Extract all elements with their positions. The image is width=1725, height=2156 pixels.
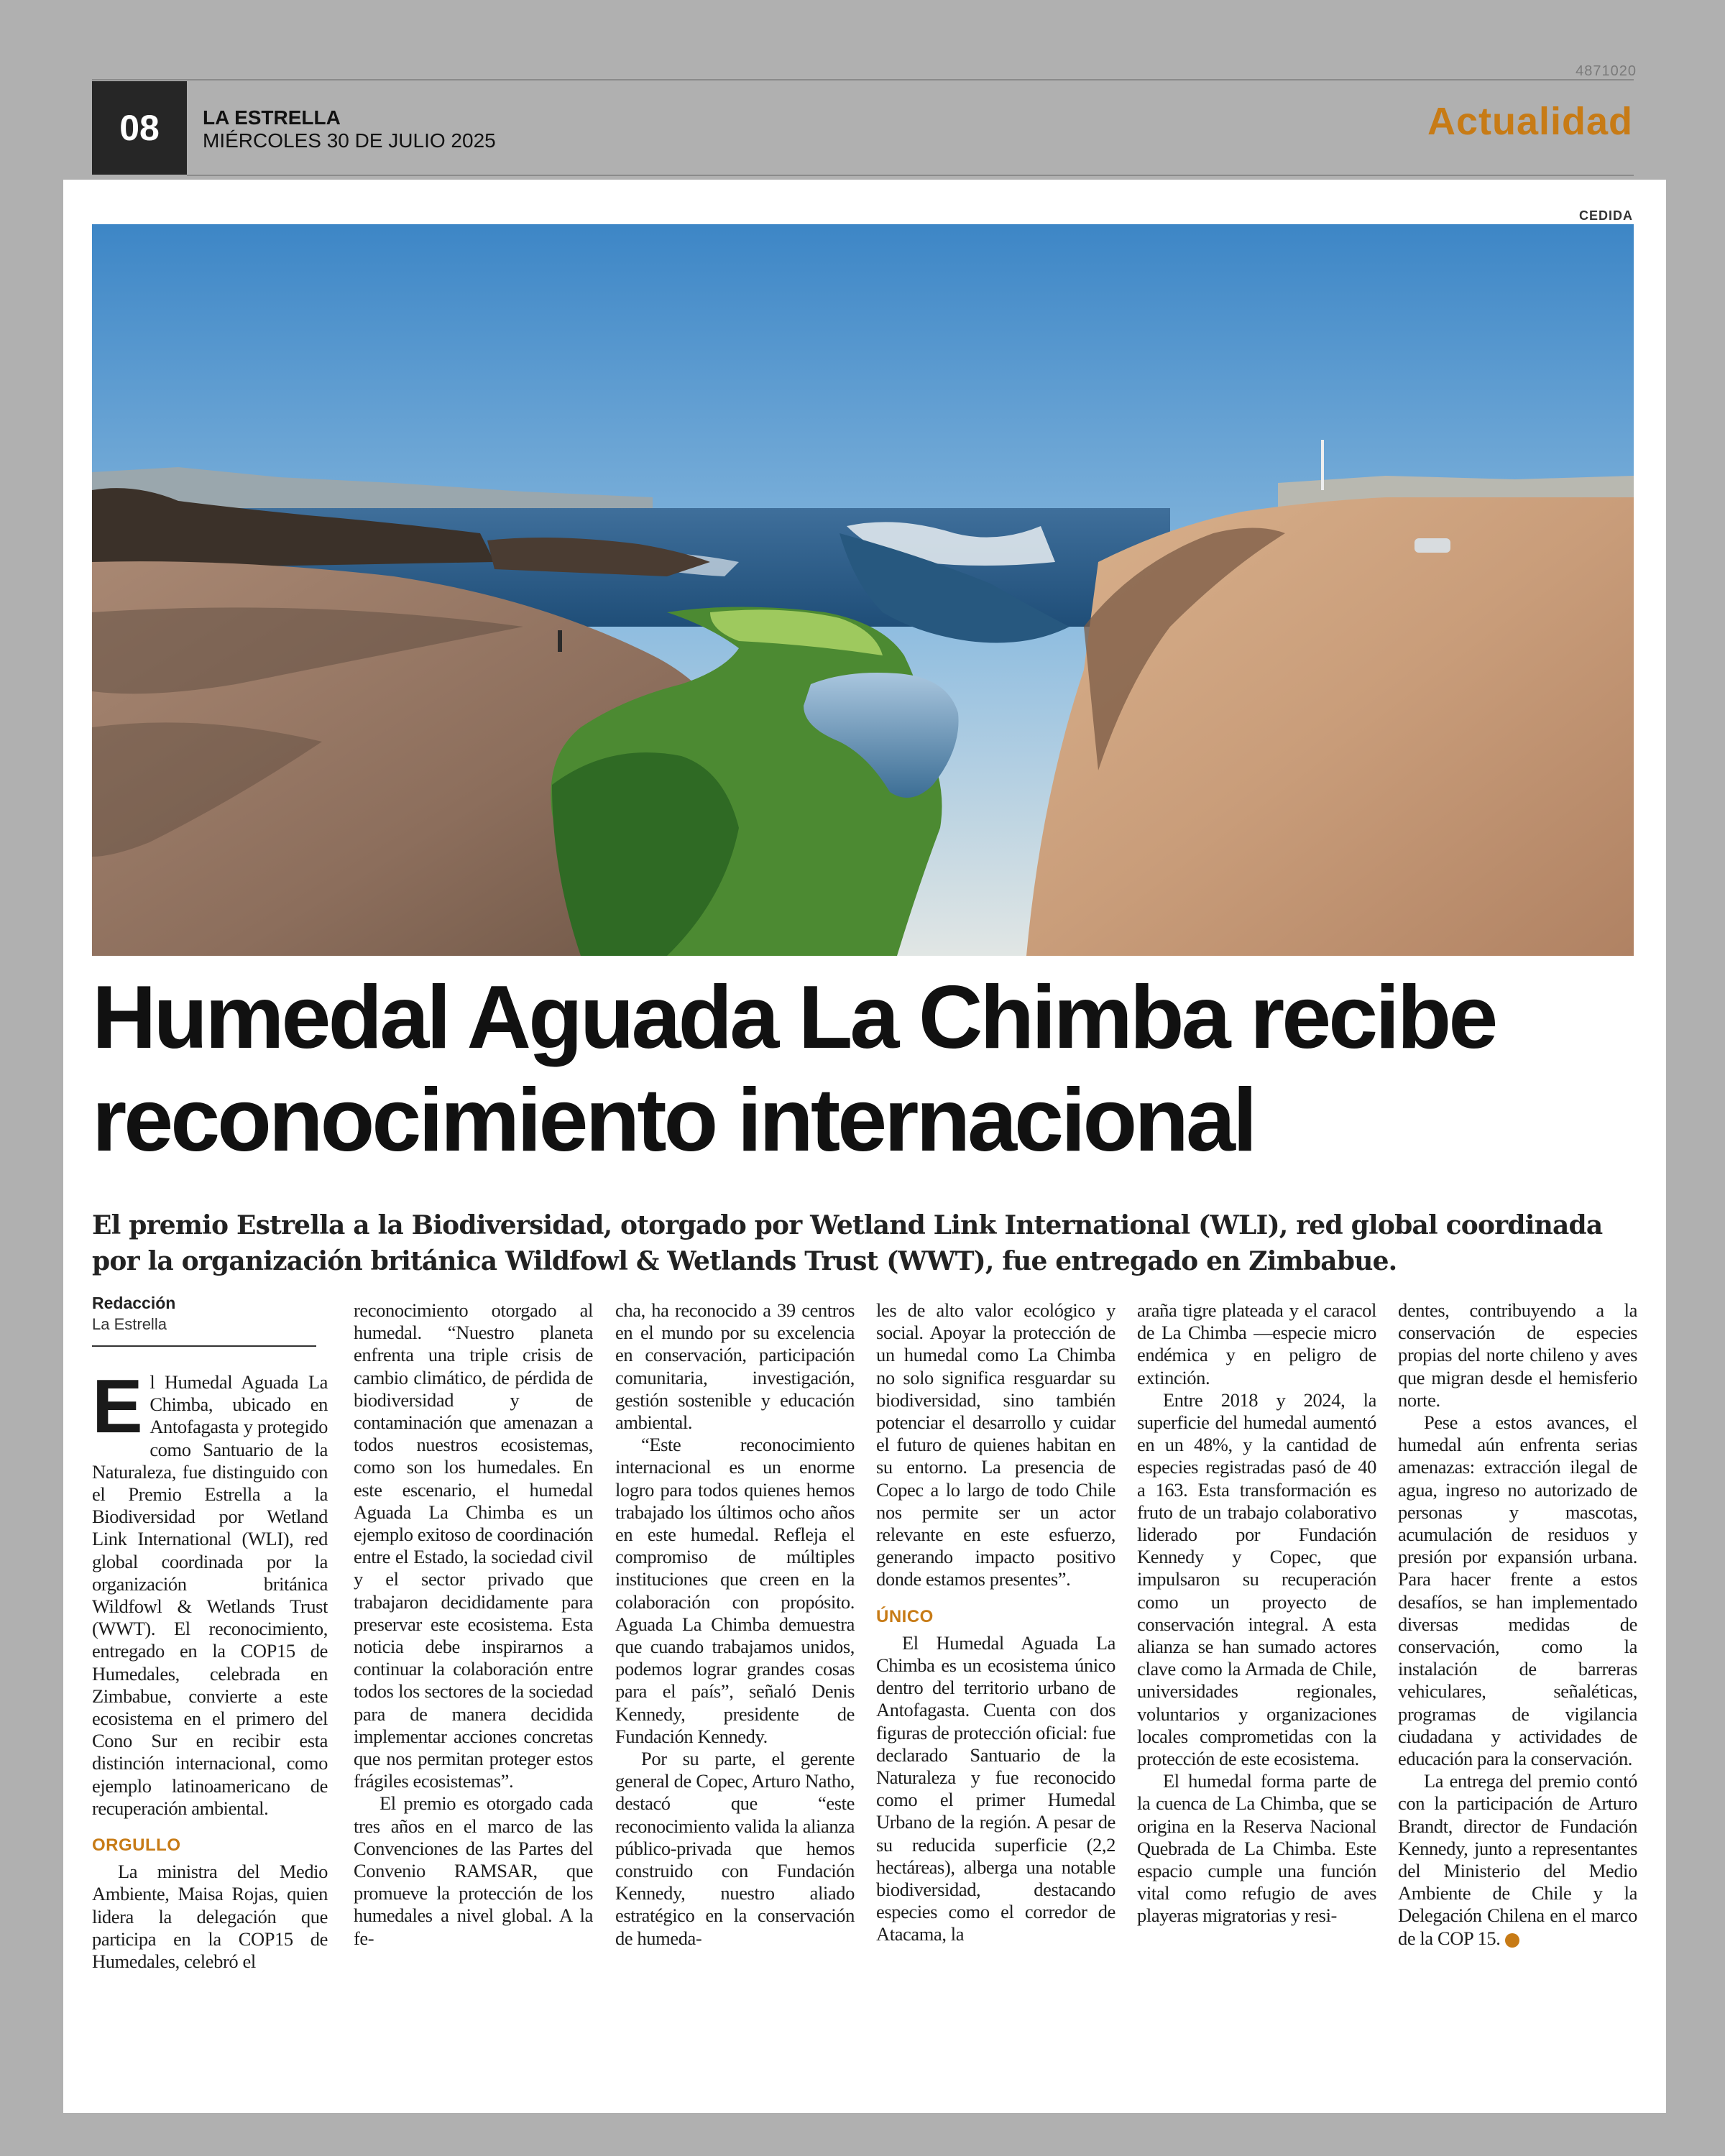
photo-credit: CEDIDA bbox=[1578, 208, 1633, 223]
article-column-6 bbox=[1398, 1299, 1637, 2090]
article-paragraph bbox=[92, 1371, 328, 1820]
reference-code: 4871020 bbox=[1576, 63, 1637, 79]
article-deck: El premio Estrella a la Biodiversidad, otorgado por Wetland Link International (WLI), red global coordinada por la organización británica Wildfowl & Wetlands Trust (WWT), fue entregado en Zimbabue. bbox=[92, 1210, 1603, 1276]
publication-date: MIÉRCOLES 30 DE JULIO 2025 bbox=[203, 129, 496, 152]
byline-author: Redacción bbox=[92, 1294, 176, 1312]
byline-rule bbox=[92, 1345, 316, 1347]
subhead-unico: ÚNICO bbox=[876, 1606, 934, 1626]
wetland-landscape-image bbox=[92, 224, 1634, 956]
newspaper-name: LA ESTRELLA bbox=[203, 106, 341, 129]
article-paragraph: les de alto valor ecológico y social. Apoyar la protección de un humedal como La Chimba no solo significa resguardar su biodiversidad, sino también potenciar el desarrollo y cuidar el futuro de quienes habitan en su entorno. La presencia de Copec a lo largo de todo Chile nos permite ser un actor relevante en este esfuerzo, generando impacto positivo donde estamos presentes”. bbox=[876, 1299, 1116, 1590]
article-paragraph: La ministra del Medio Ambiente, Maisa Rojas, quien lidera la delegación que participa en la COP15 de Humedales, celebró el bbox=[92, 1861, 328, 1973]
article-photo bbox=[92, 224, 1634, 956]
article-column-5 bbox=[1137, 1299, 1376, 2090]
article-column-4 bbox=[876, 1299, 1116, 2090]
article-headline: Humedal Aguada La Chimba recibe reconocimiento internacional bbox=[92, 968, 1496, 1170]
article-paragraph: reconocimiento otorgado al humedal. “Nuestro planeta enfrenta una triple crisis de cambio climático, de pérdida de biodiversidad y de contaminación que amenazan a todos nuestros ecosistemas, como son los humedales. En este escenario, el humedal Aguada La Chimba es un ejemplo exitoso de coordinación entre el Estado, la sociedad civil y el sector privado que trabajaron decididamente para preservar este ecosistema. Esta noticia debe inspirarnos a continuar la colaboración entre todos los sectores de la sociedad para de manera decidida implementar acciones concretas que nos permitan proteger estos frágiles ecosistemas”. bbox=[354, 1299, 593, 1792]
article-paragraph: araña tigre plateada y el caracol de La Chimba —especie micro endémica y en peligro de extinción. bbox=[1137, 1299, 1376, 1388]
article-paragraph: dentes, contribuyendo a la conservación de especies propias del norte chileno y aves que migran desde el hemisferio norte. bbox=[1398, 1299, 1637, 1411]
end-of-article-icon: ✪ bbox=[1505, 1933, 1519, 1948]
drop-cap: E bbox=[92, 1371, 143, 1449]
article-paragraph: El premio es otorgado cada tres años en el marco de las Convenciones de las Partes del Convenio RAMSAR, que promueve la protección de los humedales a nivel global. A la fe- bbox=[354, 1792, 593, 1949]
article-paragraph bbox=[1398, 1770, 1637, 1950]
page-number: 08 bbox=[92, 81, 187, 175]
article-paragraph: cha, ha reconocido a 39 centros en el mundo por su excelencia en conservación, participación comunitaria, investigación, gestión sostenible y educación ambiental. bbox=[615, 1299, 855, 1434]
paragraph-text: La entrega del premio contó con la participación de Arturo Brandt, director de Fundación Kennedy, junto a representantes del Ministerio del Medio Ambiente de Chile y la Delegación Chilena en el marco de la COP 15. bbox=[1398, 1770, 1637, 1949]
article-paragraph: Por su parte, el gerente general de Copec, Arturo Natho, destacó que “este reconocimiento valida la alianza público-privada que hemos construido con Fundación Kennedy, nuestro aliado estratégico en la conservación de humeda- bbox=[615, 1748, 855, 1949]
paragraph-text: l Humedal Aguada La Chimba, ubicado en Antofagasta y protegido como Santuario de la Naturaleza, fue distinguido con el Premio Estrella a la Biodiversidad por Wetland Link International (WLI), red global coordinada por la organización británica Wildfowl & Wetlands Trust (WWT). El reconocimiento, entregado en la COP15 de Humedales, celebrada en Zimbabue, convierte a este ecosistema en el primero del Cono Sur en recibir esta distinción internacional, como ejemplo latinoamericano de recuperación ambiental. bbox=[92, 1371, 328, 1819]
article-paragraph: El Humedal Aguada La Chimba es un ecosistema único dentro del territorio urbano de Antofagasta. Cuenta con dos figuras de protección oficial: fue declarado Santuario de la Naturaleza y fue reconocido como el primer Humedal Urbano de la región. A pesar de su reducida superficie (2,2 hectáreas), alberga una notable biodiversidad, destacando especies como el corredor de Atacama, la bbox=[876, 1631, 1116, 1945]
subhead-orgullo: ORGULLO bbox=[92, 1835, 181, 1856]
article-column-3 bbox=[615, 1299, 855, 2090]
byline-organization: La Estrella bbox=[92, 1315, 167, 1333]
article-paragraph: “Este reconocimiento internacional es un enorme logro para todos quienes hemos trabajado los últimos ocho años en este humedal. Refleja el compromiso de múltiples instituciones que creen en la colaboración con propósito. Aguada La Chimba demuestra que cuando trabajamos unidos, podemos lograr grandes cosas para el país”, señaló Denis Kennedy, presidente de Fundación Kennedy. bbox=[615, 1434, 855, 1747]
section-title: Actualidad bbox=[1427, 100, 1633, 143]
article-paragraph: Entre 2018 y 2024, la superficie del humedal aumentó en un 48%, y la cantidad de especies registradas pasó de 40 a 163. Esta transformación es fruto de un trabajo colaborativo liderado por Fundación Kennedy y Copec, que impulsaron su recuperación como un proyecto de conservación integral. A esta alianza se han sumado actores clave como la Armada de Chile, universidades regionales, voluntarios y organizaciones locales comprometidas con la protección de este ecosistema. bbox=[1137, 1388, 1376, 1770]
top-rule bbox=[92, 79, 1634, 80]
header-rule bbox=[187, 175, 1634, 176]
article-paragraph: El humedal forma parte de la cuenca de La Chimba, que se origina en la Reserva Nacional Quebrada de La Chimba. Este espacio cumple una función vital como refugio de aves playeras migratorias y resi- bbox=[1137, 1770, 1376, 1927]
article-column-1 bbox=[92, 1371, 328, 2090]
article-paragraph: Pese a estos avances, el humedal aún enfrenta serias amenazas: extracción ilegal de agua, ingreso no autorizado de personas y mascotas, acumulación de residuos y presión por expansión urbana. Para hacer frente a estos desafíos, se han implementado diversas medidas de conservación, como la instalación de barreras vehiculares, señaléticas, programas de vigilancia ciudadana y actividades de educación para la conservación. bbox=[1398, 1411, 1637, 1770]
article-column-2 bbox=[354, 1299, 593, 2090]
